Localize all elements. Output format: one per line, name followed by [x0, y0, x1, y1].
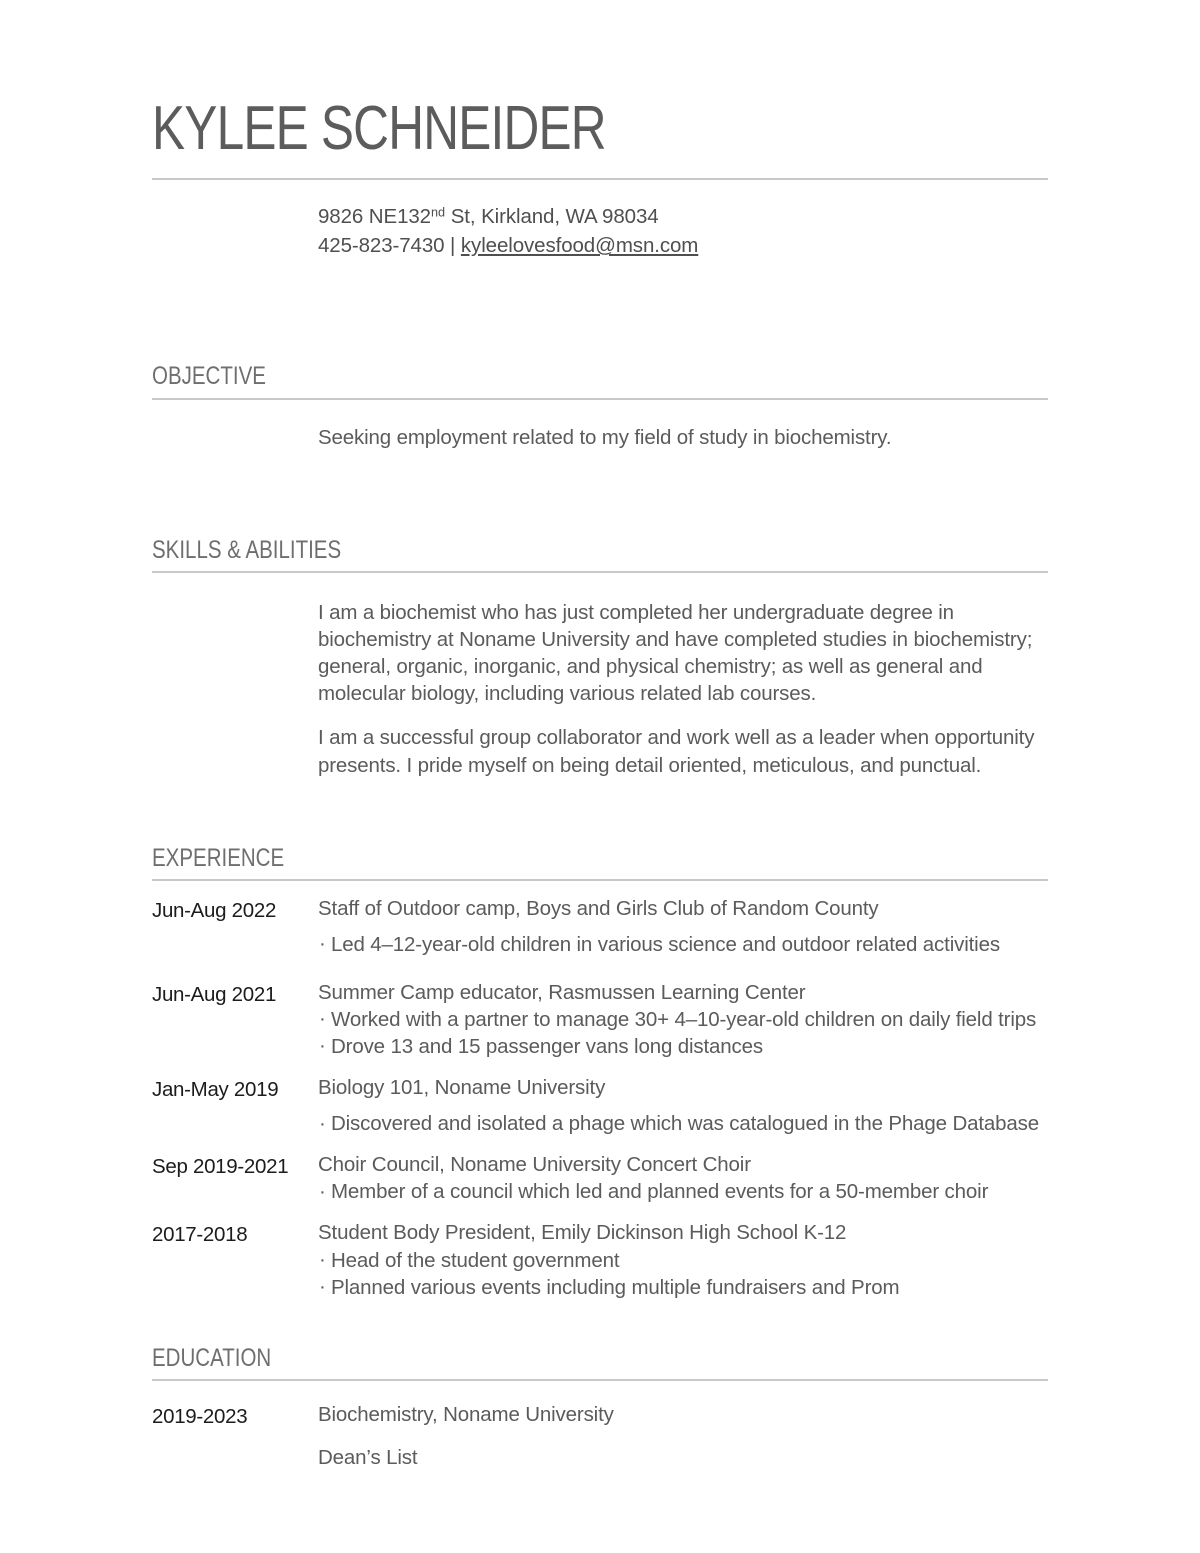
objective-text: Seeking employment related to my field of study in biochemistry.	[318, 425, 892, 449]
experience-detail	[318, 979, 1048, 1060]
skills-paragraph-2: I am a successful group collaborator and work well as a leader when opportunity presents. I pride myself on being detail oriented, meticulous, and punctual.	[318, 726, 1035, 777]
experience-bullet-list	[318, 1178, 1048, 1205]
experience-title: Staff of Outdoor camp, Boys and Girls Club of Random County	[318, 897, 879, 921]
experience-bullet-list	[318, 1006, 1048, 1060]
section-title-experience: EXPERIENCE	[152, 843, 285, 872]
section-education	[152, 1345, 1048, 1472]
experience-bullet: · Drove 13 and 15 passenger vans long distances	[318, 1033, 1048, 1060]
section-title-education: EDUCATION	[152, 1343, 272, 1372]
experience-bullet: · Led 4–12-year-old children in various science and outdoor related activities	[318, 931, 1048, 958]
experience-title: Summer Camp educator, Rasmussen Learning Center	[318, 981, 806, 1005]
experience-title: Biology 101, Noname University	[318, 1076, 606, 1100]
resume-content	[152, 0, 1048, 1471]
experience-row	[152, 1151, 1048, 1205]
contact-block	[318, 180, 1048, 260]
experience-detail	[318, 1074, 1048, 1137]
experience-bullet: · Discovered and isolated a phage which was catalogued in the Phage Database	[318, 1110, 1048, 1137]
address-ordinal-suffix: nd	[430, 204, 446, 220]
address-number-street: 9826 NE132	[318, 205, 431, 228]
resume-header	[152, 0, 1048, 260]
phone-email-line	[318, 231, 1048, 260]
experience-bullet-list	[318, 1247, 1048, 1301]
experience-row	[152, 895, 1048, 958]
experience-date: Jun-Aug 2022	[152, 899, 277, 923]
education-date: 2019-2023	[152, 1405, 248, 1429]
experience-detail	[318, 1151, 1048, 1205]
experience-bullet-list	[318, 931, 1048, 958]
section-objective	[152, 363, 1048, 451]
skills-text-block	[318, 573, 1048, 778]
experience-bullet-list	[318, 1110, 1048, 1137]
experience-title: Choir Council, Noname University Concert Choir	[318, 1153, 751, 1177]
candidate-name: KYLEE SCHNEIDER	[152, 94, 606, 163]
experience-date: Sep 2019-2021	[152, 1155, 289, 1179]
experience-date: 2017-2018	[152, 1223, 248, 1247]
experience-row	[152, 1074, 1048, 1137]
experience-entries	[152, 881, 1048, 1301]
phone-number: 425-823-7430 |	[318, 234, 461, 258]
experience-bullet: · Worked with a partner to manage 30+ 4–10-year-old children on daily field trips	[318, 1006, 1048, 1033]
section-skills	[152, 537, 1048, 779]
experience-row	[152, 979, 1048, 1060]
education-detail	[318, 1401, 1048, 1471]
education-entries	[152, 1381, 1048, 1471]
section-title-objective: OBJECTIVE	[152, 362, 266, 391]
experience-bullet: · Member of a council which led and planned events for a 50-member choir	[318, 1178, 1048, 1205]
section-experience	[152, 845, 1048, 1301]
section-title-skills: SKILLS & ABILITIES	[152, 535, 342, 564]
address-line	[318, 202, 1048, 231]
experience-bullet: · Planned various events including multiple fundraisers and Prom	[318, 1274, 1048, 1301]
education-honor: Dean’s List	[318, 1446, 418, 1470]
experience-bullet: · Head of the student government	[318, 1247, 1048, 1274]
address-city-state-zip: St, Kirkland, WA 98034	[445, 205, 659, 228]
experience-detail	[318, 1219, 1048, 1300]
experience-row	[152, 1219, 1048, 1300]
experience-title: Student Body President, Emily Dickinson High School K-12	[318, 1221, 847, 1245]
skills-paragraph-1: I am a biochemist who has just completed her undergraduate degree in biochemistry at Noname University and have completed studies in biochemistry; general, organic, inorganic, and physical chemistry; as well as general and molecular biology, including various related lab courses.	[318, 601, 1033, 706]
experience-date: Jan-May 2019	[152, 1078, 279, 1102]
email-link[interactable]: kyleelovesfood@msn.com	[460, 234, 699, 258]
experience-date: Jun-Aug 2021	[152, 983, 277, 1007]
education-degree: Biochemistry, Noname University	[318, 1403, 614, 1427]
education-row	[152, 1401, 1048, 1471]
experience-detail	[318, 895, 1048, 958]
